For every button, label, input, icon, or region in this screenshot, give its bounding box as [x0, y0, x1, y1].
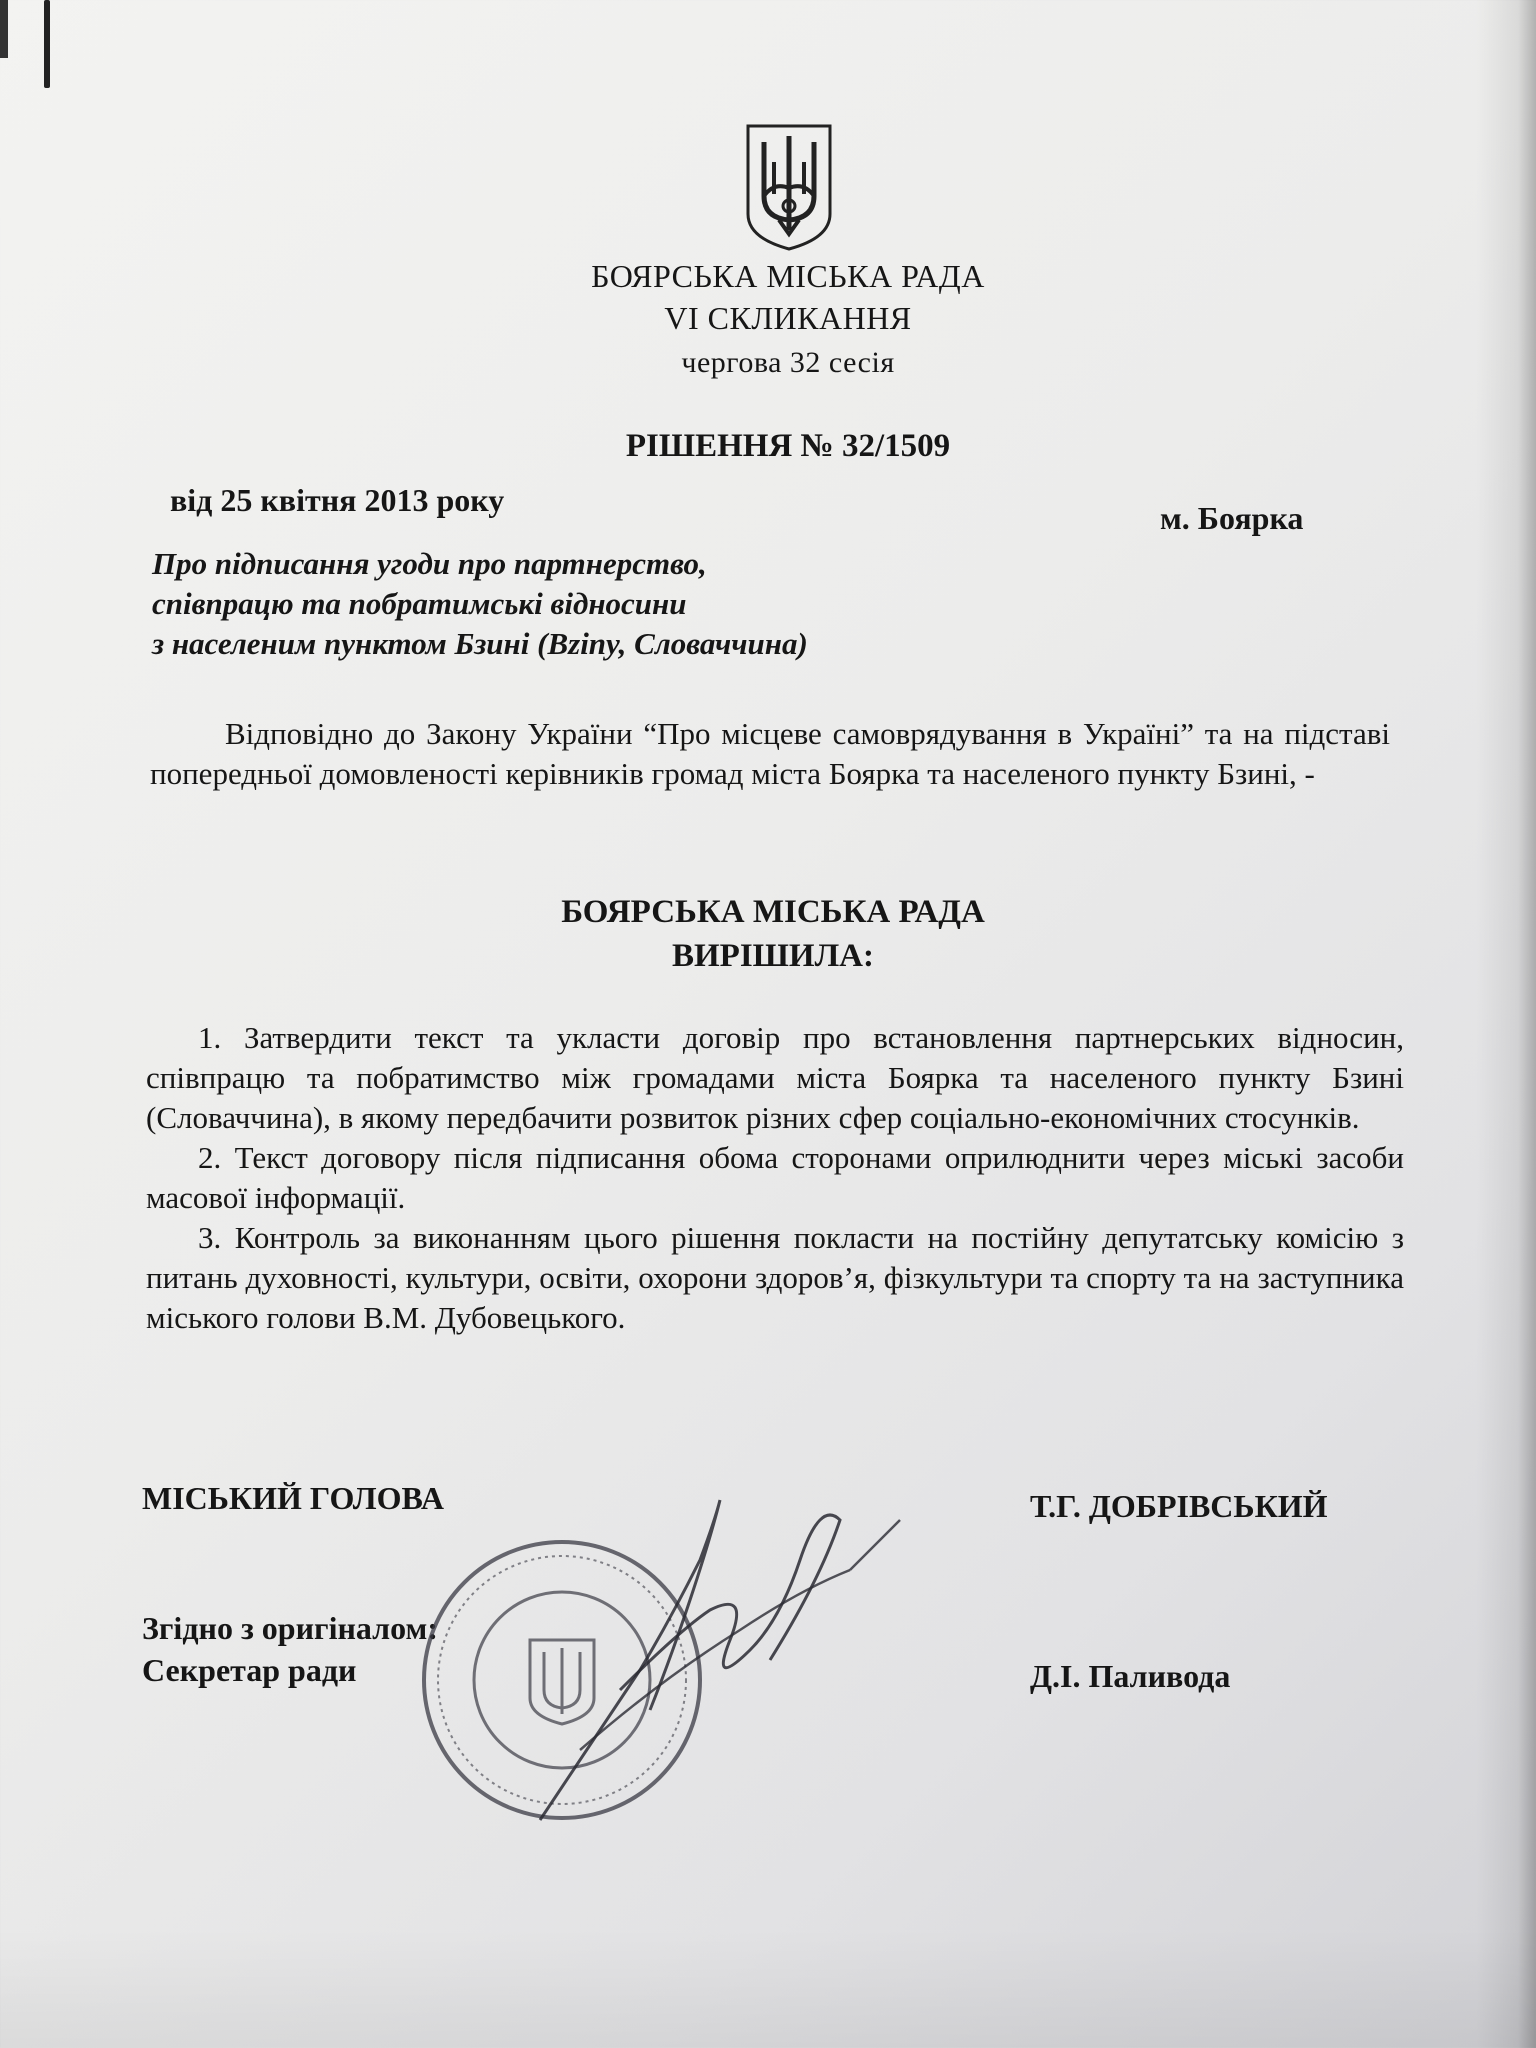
resolution-item: 3. Контроль за виконанням цього рішення покласти на постійну депутатську комісію з питань духовності, культури, освіти, охорони здоров’я, фізкультури та спорту та на заступника міського голови В.М. Дубовецького. [146, 1220, 1404, 1335]
page-bottom-shadow [0, 1928, 1536, 2048]
certified-label: Згідно з оригіналом: [142, 1610, 438, 1646]
decision-date: від 25 квітня 2013 року [170, 482, 505, 518]
mayor-label: МІСЬКИЙ ГОЛОВА [142, 1480, 444, 1516]
session: чергова 32 сесія [681, 346, 895, 379]
subject-line: співпрацю та побратимські відносини [152, 586, 687, 621]
subject-line: з населеним пунктом Бзині (Bziny, Словаччина) [152, 626, 808, 661]
resolution-item: 2. Текст договору після підписання обома сторонами оприлюднити через міські засоби масової інформації. [146, 1140, 1404, 1215]
resolution-council: БОЯРСЬКА МІСЬКА РАДА [561, 894, 985, 930]
decision-subject [152, 544, 808, 664]
page-edge-shadow [1476, 0, 1536, 2048]
staple-mark [44, 0, 50, 88]
staple-mark [0, 0, 8, 58]
secretary-label: Секретар ради [142, 1652, 357, 1688]
council-name: БОЯРСЬКА МІСЬКА РАДА [591, 258, 985, 294]
decision-title: РІШЕННЯ № 32/1509 [625, 428, 951, 464]
handwritten-signature-icon [520, 1480, 920, 1840]
secretary-name: Д.І. Паливода [1030, 1658, 1231, 1694]
decision-place: м. Боярка [1160, 500, 1304, 536]
resolution-verb: ВИРІШИЛА: [672, 938, 874, 974]
mayor-name: Т.Г. ДОБРІВСЬКИЙ [1030, 1488, 1328, 1524]
preamble: Відповідно до Закону України “Про місцеве самоврядування в Україні” та на підставі попередньої домовленості керівників громад міста Боярка та населеного пункту Бзині, - [150, 716, 1390, 791]
convocation: VI СКЛИКАННЯ [664, 300, 912, 336]
subject-line: Про підписання угоди про партнерство, [152, 546, 707, 581]
trident-icon [744, 122, 834, 252]
resolution-item: 1. Затвердити текст та укласти договір про встановлення партнерських відносин, співпрацю та побратимство між громадами міста Боярка та населеного пункту Бзині (Словаччина), в якому передбачити розвиток різних сфер соціально-економічних стосунків. [146, 1020, 1404, 1135]
resolution-items [146, 1018, 1404, 1338]
